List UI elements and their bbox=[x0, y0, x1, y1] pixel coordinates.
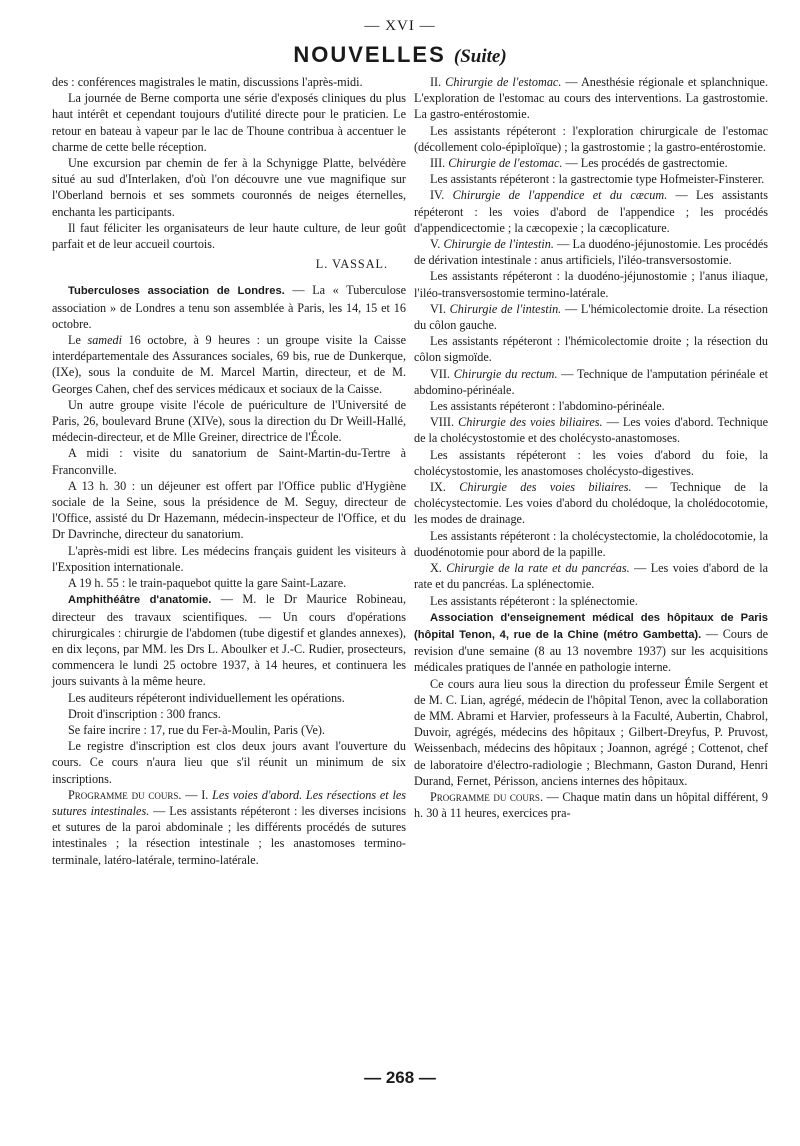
heading-tuberculose: Tuberculoses association de Londres. bbox=[68, 285, 285, 298]
text-run: — Anesthésie régionale et splanchnique. L'exploration de l'estomac au cours des interventions. La gastrostomie. La gastro-entérostomie. bbox=[414, 75, 768, 122]
paragraph: Les assistants répéteront : la duodéno-jéjunostomie ; l'anus iliaque, l'iléo-transversostomie termino-latérale. bbox=[414, 269, 768, 300]
paragraph bbox=[52, 332, 406, 397]
paragraph: Les assistants répéteront : l'hémicolectomie droite ; la résection du côlon sigmoïde. bbox=[414, 334, 768, 365]
section-title bbox=[0, 42, 800, 68]
paragraph-association bbox=[414, 609, 768, 676]
text-run: II. bbox=[430, 75, 446, 89]
paragraph: A midi : visite du sanatorium de Saint-Martin-du-Tertre à Franconville. bbox=[52, 446, 406, 477]
paragraph: La journée de Berne comporta une série d'exposés cliniques du plus haut intérêt et cependant toujours d'utilité directe pour le praticien. Le retour en bateau à vapeur par le lac de Thoune contribua à accentuer le charme de cette belle réception. bbox=[52, 91, 406, 154]
paragraph bbox=[414, 414, 768, 446]
title-text: NOUVELLES bbox=[293, 42, 446, 67]
paragraph-programme bbox=[52, 787, 406, 868]
paragraph bbox=[414, 301, 768, 333]
text-run: — Technique de l'amputation périnéale et abdomino-périnéale. bbox=[414, 366, 769, 397]
paragraph bbox=[414, 560, 768, 592]
signature: L. VASSAL. bbox=[315, 257, 388, 272]
paragraph: Les assistants répéteront : les voies d'abord du foie, la cholécystostomie, les anastomoses cholécysto-digestives. bbox=[414, 447, 768, 478]
heading-amphitheatre: Amphithéâtre d'anatomie. bbox=[68, 594, 212, 607]
paragraph: Les assistants répéteront : la cholécystectomie, la cholédocotomie, la duodénotomie pour abord de la papille. bbox=[414, 528, 768, 559]
paragraph bbox=[414, 155, 768, 171]
paragraph: Une excursion par chemin de fer à la Schynigge Platte, belvédère situé au sud d'Interlaken, d'où l'on découvre une vue magnifique sur l'Oberland bernois et ses sommets couronnés de neiges éternelles, enchanta les participants. bbox=[52, 156, 406, 219]
text-italic: Chirurgie des voies biliaires. bbox=[459, 480, 632, 495]
text-run: X. bbox=[430, 561, 447, 576]
text-italic: Chirurgie de la rate et du pancréas. bbox=[446, 561, 630, 576]
text-run: IX. bbox=[430, 480, 460, 495]
left-column bbox=[52, 74, 406, 868]
paragraph: Les assistants répéteront : l'abdomino-périnéale. bbox=[430, 399, 665, 414]
text-italic: Chirurgie du rectum. bbox=[453, 366, 558, 381]
heading-association: Association d'enseignement médical des hôpitaux de Paris (hôpital Tenon, 4, rue de la Chine (métro Gambetta). bbox=[414, 611, 768, 641]
right-column bbox=[414, 74, 768, 821]
paragraph: Droit d'inscription : 300 francs. bbox=[68, 706, 221, 721]
paragraph-amphitheatre bbox=[52, 591, 406, 689]
programme-label: Programme du cours. bbox=[430, 789, 543, 804]
folio: — XVI — bbox=[364, 18, 436, 34]
page-number: — 268 — bbox=[364, 1068, 436, 1087]
text-italic: Les voies d'abord. Les résections et les sutures intestinales. bbox=[52, 787, 407, 818]
paragraph-tuberculose bbox=[52, 282, 406, 332]
title-suite: (Suite) bbox=[453, 46, 507, 67]
text-run: — La duodéno-jéjunostomie. Les procédés de dérivation intestinale : anus artificiels, l'iléo-transversostomie. bbox=[414, 237, 768, 268]
paragraph bbox=[414, 74, 768, 123]
text-italic: Chirurgie de l'appendice et du cæcum. bbox=[452, 188, 668, 203]
paragraph: L'après-midi est libre. Les médecins français guident les visiteurs à l'Exposition internationale. bbox=[52, 543, 406, 574]
text-italic: Chirurgie de l'intestin. bbox=[443, 237, 554, 252]
paragraph: Ce cours aura lieu sous la direction du professeur Émile Sergent et de M. C. Lian, agrégé, médecin de l'hôpital Tenon, avec la collaboration de MM. Abrami et Harvier, professeurs à la Faculté, Aubertin, Chabrol, Duvoir, agrégés, médecins des hôpitaux ; Gilbert-Dreyfus, P. Pruvost, Weissenbach, médecins des hôpitaux ; Joannon, agrégé ; Cottenot, chef de laboratoire d'électro-radiologie ; Blechmann, Gaston Durand, Henri Durand, Fernet, Périsson, anciens internes des hôpitaux. bbox=[414, 676, 768, 788]
paragraph: Il faut féliciter les organisateurs de leur haute culture, de leur goût parfait et de leur accueil courtois. bbox=[52, 220, 406, 252]
text-run: III. bbox=[430, 156, 449, 171]
text-run: VI. bbox=[430, 301, 450, 316]
text-italic: Chirurgie de l'estomac. bbox=[448, 156, 563, 171]
text-run: V. bbox=[430, 237, 444, 252]
text-run: — Chaque matin dans un hôpital différent, 9 h. 30 à 11 heures, exercices pra- bbox=[414, 789, 768, 821]
paragraph: Les assistants répéteront : la gastrectomie type Hofmeister-Finsterer. bbox=[430, 172, 765, 187]
text-italic: Chirurgie des voies biliaires. bbox=[458, 415, 603, 430]
text-run: — Les procédés de gastrectomie. bbox=[562, 156, 728, 171]
text-italic: samedi bbox=[87, 333, 122, 348]
text-run: — Les voies d'abord de la rate et du pancréas. La splénectomie. bbox=[414, 561, 768, 592]
amphitheatre-text: — M. le Dr Maurice Robineau, directeur des travaux scientifiques. — Un cours d'opérations chirurgicales : chirurgie de l'abdomen (tube digestif et glandes annexes), en dix leçons, par MM. les Drs L. Aboulker et J.-C. Rudier, prosecteurs, commencera le lundi 25 octobre 1937, à 14 heures, et continuera les jours suivants à la même heure. bbox=[52, 592, 406, 689]
association-text: — Cours de revision d'une semaine (8 au 13 novembre 1937) sur les acquisitions médicales pratiques de l'année en pathologie interne. bbox=[414, 626, 768, 675]
text-run: VII. bbox=[430, 366, 454, 381]
paragraph-programme bbox=[414, 789, 768, 821]
paragraph: Les assistants répéteront : l'exploration chirurgicale de l'estomac (décollement colo-épiploïque) ; la gastrostomie ; la gastro-entérostomie. bbox=[414, 123, 768, 154]
text-run: VIII. bbox=[430, 415, 459, 430]
paragraph: des : conférences magistrales le matin, discussions l'après-midi. bbox=[52, 75, 363, 89]
paragraph bbox=[414, 187, 768, 236]
text-run: — Les voies d'abord. Technique de la cholécystostomie et des cholécysto-anastomoses. bbox=[414, 415, 768, 446]
text-run: — Les assistants répéteront : les diverses incisions et sutures de la paroi abdominale ; les différents procédés de sutures intestinales ; la résection intestinale ; les anastomoses termino-terminale, latéro-latérale, termino-latérale. bbox=[52, 803, 407, 867]
paragraph: A 13 h. 30 : un déjeuner est offert par l'Office public d'Hygiène sociale de la Seine, sous la présidence de M. Seguy, directeur de l'Office, assisté du Dr Hazemann, médecin-inspecteur de l'Office, et du Dr Davrinche, directeur du sanatorium. bbox=[52, 478, 406, 542]
paragraph: Un autre groupe visite l'école de puériculture de l'Université de Paris, 26, boulevard Brune (XIVe), sous la direction du Dr Weill-Hallé, médecin-directeur, et de Mlle Greiner, directrice de l'École. bbox=[52, 397, 406, 445]
text-run: — Technique de la cholécystectomie. Les voies d'abord du cholédoque, la cholédocotomie, les modes de drainage. bbox=[414, 480, 768, 527]
text-run: — I. bbox=[181, 787, 213, 802]
text-italic: Chirurgie de l'intestin. bbox=[449, 301, 562, 316]
text-run: Le bbox=[68, 333, 88, 348]
text-run: — Les assistants répéteront : les voies d'abord de l'appendice ; les procédés d'appendicectomie ; la cæcopexie ; la cæcoplicature. bbox=[414, 188, 768, 235]
text-run: 16 octobre, à 9 heures : un groupe visite la Caisse interdépartementale des Assurances sociales, 69 bis, rue de Dunkerque, (IXe), sous la conduite de M. Marcel Martin, directeur, et de M. Georges Cahen, chef des services médicaux et sociaux de la Caisse. bbox=[52, 333, 406, 396]
paragraph bbox=[414, 479, 768, 528]
paragraph: Les auditeurs répéteront individuellement les opérations. bbox=[68, 690, 345, 705]
paragraph: Les assistants répéteront : la splénectomie. bbox=[430, 593, 638, 608]
text-italic: Chirurgie de l'estomac. bbox=[445, 75, 562, 89]
tuberculose-text: — La « Tuberculose association » de Londres a tenu son assemblée à Paris, les 14, 15 et 16 octobre. bbox=[52, 283, 406, 331]
paragraph: A 19 h. 55 : le train-paquebot quitte la gare Saint-Lazare. bbox=[68, 576, 347, 591]
text-run: — L'hémicolectomie droite. La résection du côlon gauche. bbox=[414, 301, 768, 333]
paragraph: Se faire incrire : 17, rue du Fer-à-Moulin, Paris (Ve). bbox=[68, 722, 325, 737]
programme-label: Programme du cours. bbox=[68, 787, 182, 802]
text-run: IV. bbox=[430, 188, 453, 203]
paragraph bbox=[414, 236, 768, 268]
paragraph: Le registre d'inscription est clos deux jours avant l'ouverture du cours. Ce cours n'aura lieu que s'il réunit un minimum de six inscriptions. bbox=[52, 739, 406, 786]
paragraph bbox=[414, 366, 768, 398]
